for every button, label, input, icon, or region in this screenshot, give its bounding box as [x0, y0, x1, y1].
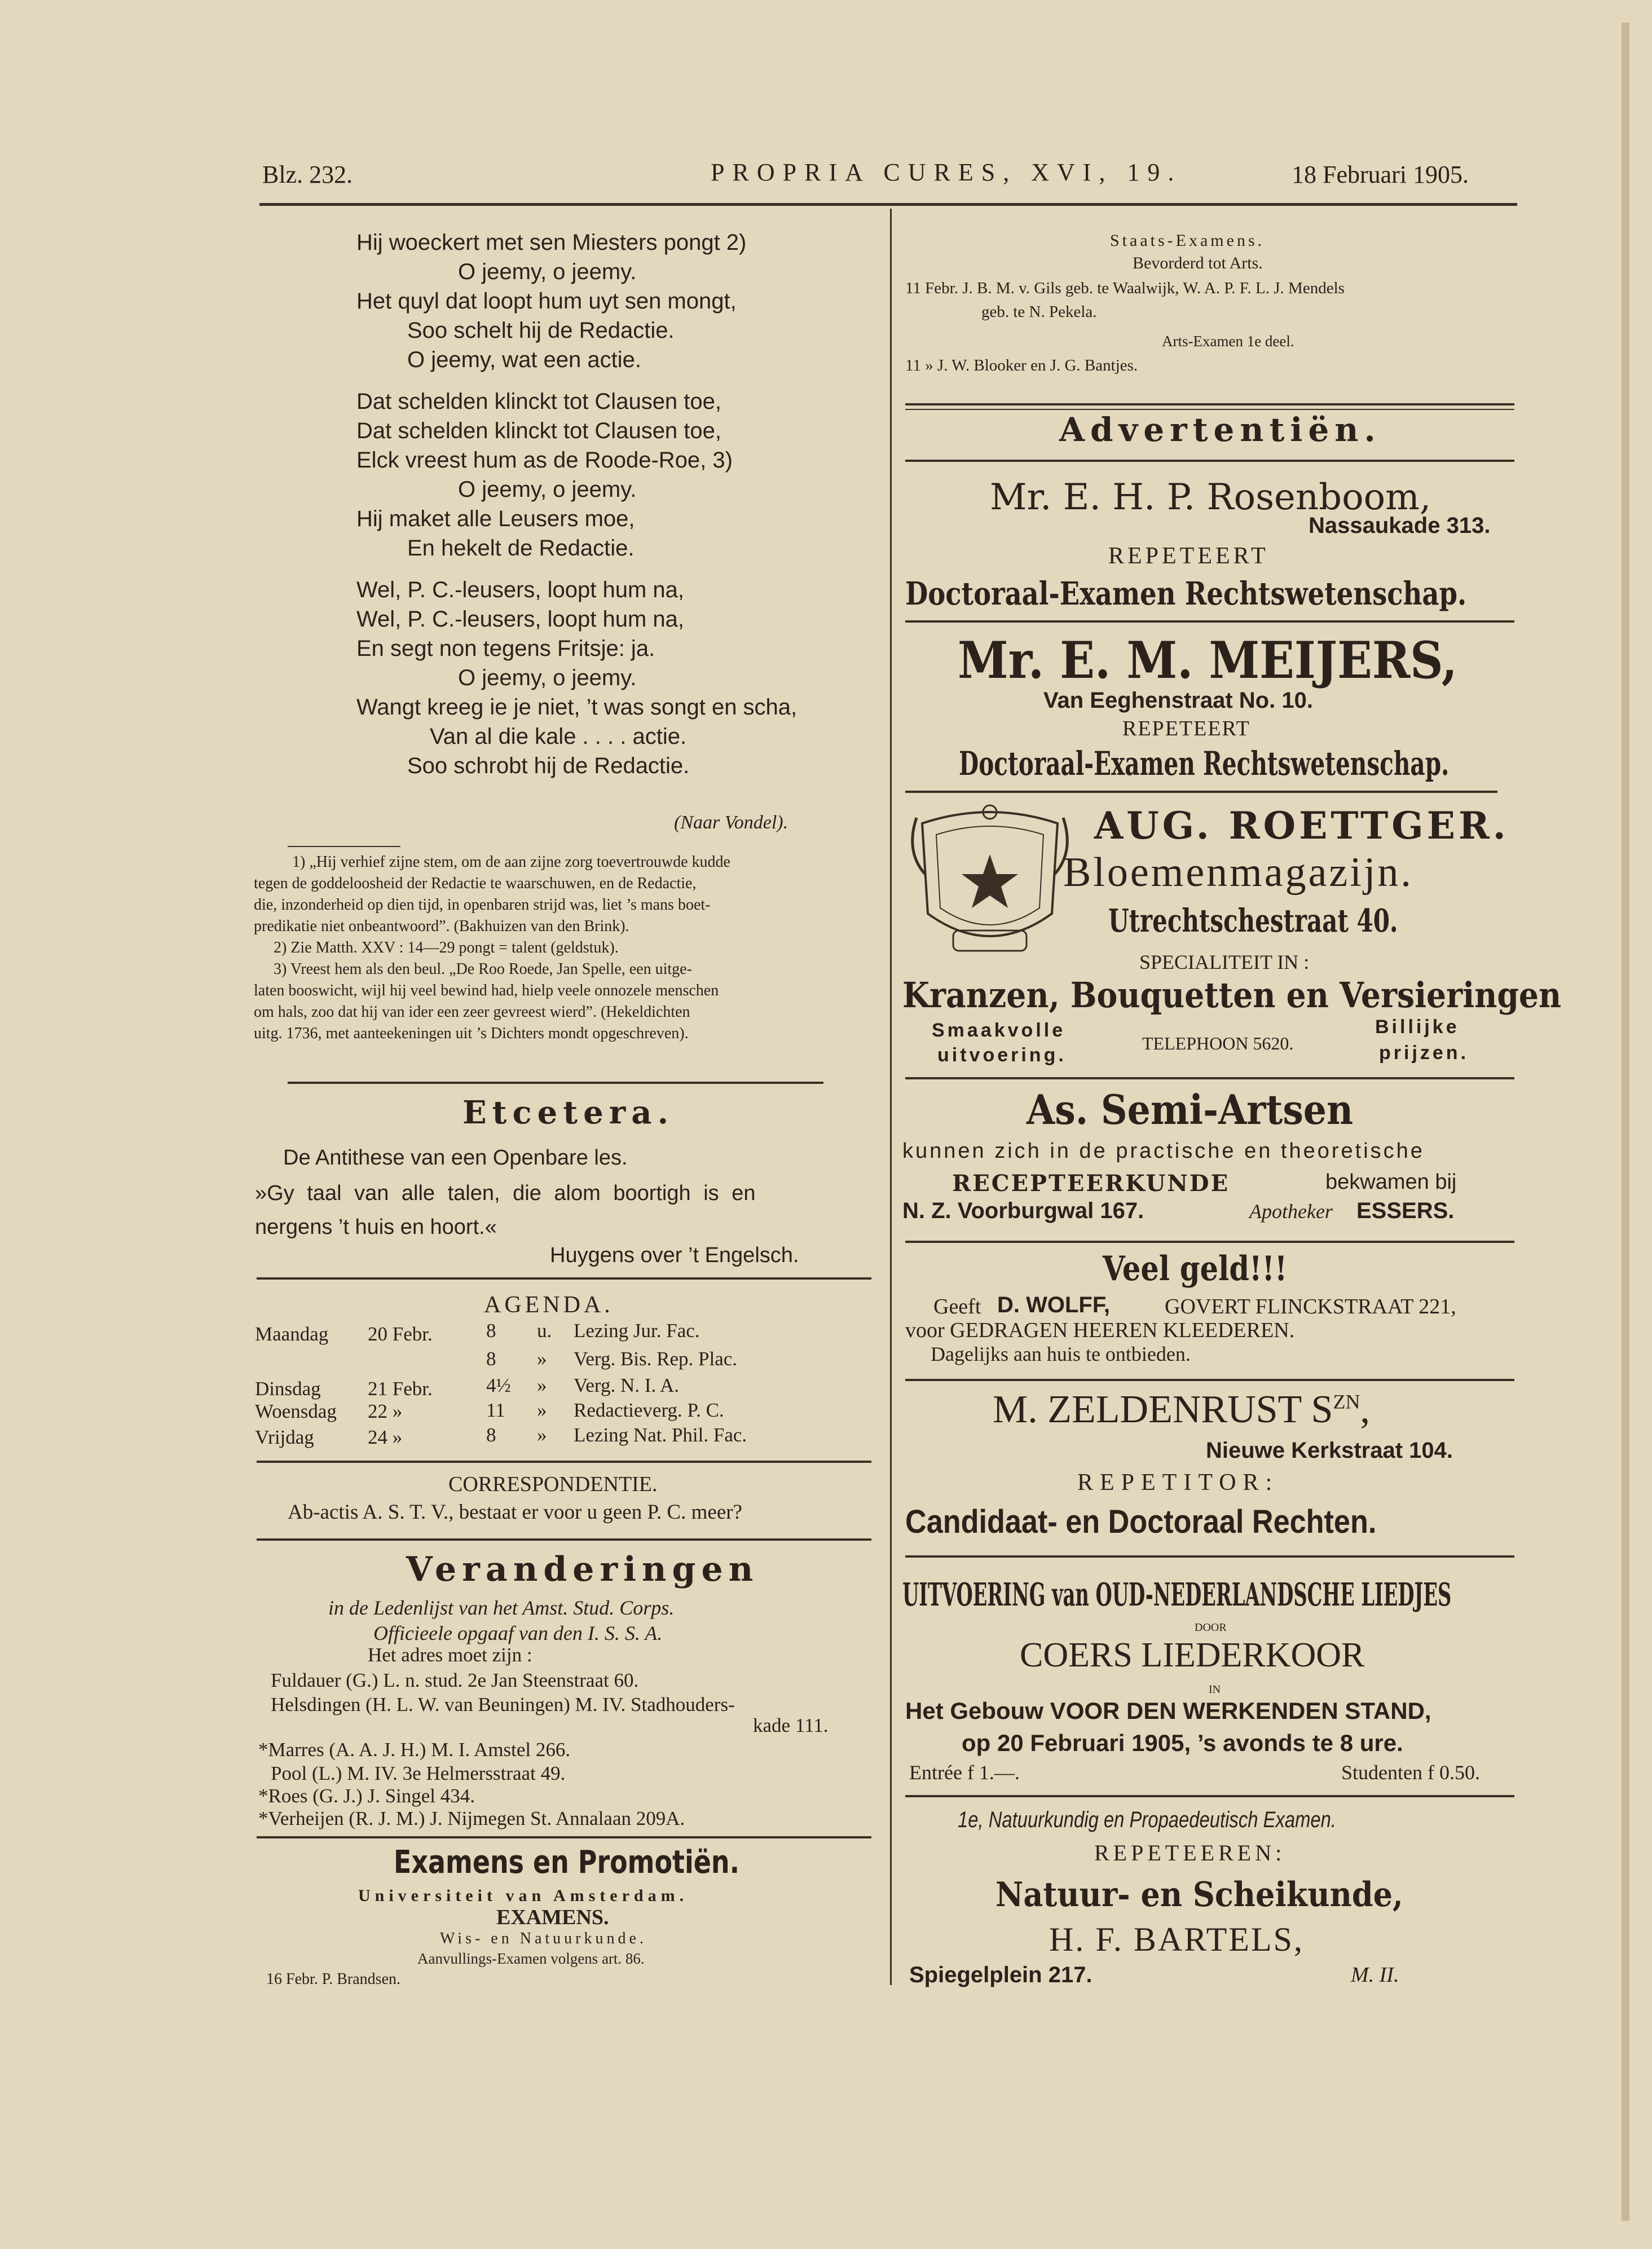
agenda-table — [255, 1320, 887, 1449]
ads-rule — [905, 1379, 1514, 1381]
roettger-left: Smaakvolle — [932, 1020, 1066, 1041]
member-entry: kade 111. — [753, 1714, 829, 1736]
roettger-logo-emblem — [905, 801, 1074, 970]
meijers-name: Mr. E. M. MEIJERS, — [958, 630, 1457, 690]
zeldenrust-name-sup: ZN — [1333, 1390, 1360, 1413]
correspondentie-text: Ab-actis A. S. T. V., bestaat er voor u geen P. C. meer? — [288, 1501, 742, 1524]
poem-line: Dat schelden klinckt tot Clausen toe, — [356, 389, 722, 414]
poem-line: Van al die kale . . . . actie. — [430, 724, 687, 749]
agenda-mark: u. — [537, 1320, 552, 1342]
ads-rule — [905, 409, 1514, 410]
poem-line: Dat schelden klinckt tot Clausen toe, — [356, 418, 722, 443]
agenda-day: Dinsdag — [255, 1378, 321, 1400]
etcetera-quote-line: »Gy taal van alle talen, die alom boortigh is en — [255, 1181, 756, 1205]
agenda-event: Verg. Bis. Rep. Plac. — [574, 1348, 738, 1370]
agenda-event: Lezing Nat. Phil. Fac. — [574, 1424, 747, 1446]
page-edge — [1622, 23, 1629, 2221]
poem — [356, 228, 864, 780]
veranderingen-subtitle: in de Ledenlijst van het Amst. Stud. Corps. — [328, 1597, 675, 1619]
zeldenrust-subject: Candidaat- en Doctoraal Rechten. — [905, 1503, 1377, 1540]
bartels-mark: M. II. — [1351, 1963, 1399, 1987]
coers-when: op 20 Februari 1905, ’s avonds te 8 ure. — [962, 1730, 1403, 1756]
member-entry: Helsdingen (H. L. W. van Beuningen) M. IV. Stadhouders- — [271, 1694, 735, 1716]
bartels-name: H. F. BARTELS, — [1049, 1921, 1304, 1958]
bartels-repeteeren: REPETEEREN: — [1094, 1840, 1286, 1866]
staats-line: 11 Febr. J. B. M. v. Gils geb. te Waalwijk, W. A. P. F. L. J. Mendels — [905, 279, 1345, 297]
footnote-line: 3) Vreest hem als den beul. „De Roo Roede, Jan Spelle, een uitge- — [274, 960, 692, 978]
poem-line: Hij maket alle Leusers moe, — [356, 506, 635, 531]
footnote-line: die, inzonderheid op dien tijd, in openbaren strijd was, liet ’s mans boet- — [254, 896, 711, 914]
member-entry: *Marres (A. A. J. H.) M. I. Amstel 266. — [258, 1739, 571, 1761]
footnote-line: tegen de goddeloosheid der Redactie te waarschuwen, en de Redactie, — [254, 875, 697, 892]
zeldenrust-name — [993, 1387, 1370, 1432]
essers-line: kunnen zich in de practische en theoretische — [902, 1139, 1425, 1163]
footnote-line: uitg. 1736, met aanteekeningen uit ’s Dichters mondt opgeschreven). — [254, 1025, 689, 1042]
wolff-line: voor GEDRAGEN HEEREN KLEEDEREN. — [905, 1318, 1295, 1342]
agenda-date: 21 Febr. — [368, 1378, 433, 1400]
wolff-line: GOVERT FLINCKSTRAAT 221, — [1165, 1295, 1456, 1318]
rosenboom-name: Mr. E. H. P. Rosenboom, — [990, 477, 1431, 518]
footnote-line: 1) „Hij verhief zijne stem, om de aan zijne zorg toevertrouwde kudde — [292, 853, 730, 871]
agenda-event: Lezing Jur. Fac. — [574, 1320, 700, 1342]
agenda-time: 4½ — [486, 1374, 511, 1396]
poem-line: Wel, P. C.-leusers, loopt hum na, — [356, 607, 685, 632]
poem-line: O jeemy, wat een actie. — [407, 347, 641, 372]
poem-line: En segt non tegens Fritsje: ja. — [356, 636, 655, 661]
essers-address: N. Z. Voorburgwal 167. — [902, 1198, 1144, 1223]
member-entry: Pool (L.) M. IV. 3e Helmersstraat 49. — [271, 1762, 566, 1784]
bartels-subject: Natuur- en Scheikunde, — [995, 1875, 1403, 1915]
poem-line: Soo schelt hij de Redactie. — [407, 318, 675, 343]
agenda-mark: » — [537, 1348, 547, 1370]
masthead-title: PROPRIA CURES, XVI, 19. — [711, 158, 1182, 186]
meijers-subject: Doctoraal-Examen Rechtswetenschap. — [959, 744, 1450, 783]
zeldenrust-address: Nieuwe Kerkstraat 104. — [1206, 1438, 1453, 1463]
coers-door: DOOR — [1195, 1621, 1227, 1634]
footnotes — [254, 852, 880, 1044]
agenda-title: AGENDA. — [484, 1292, 614, 1318]
agenda-time: 11 — [486, 1399, 505, 1421]
rosenboom-repeteert: REPETEERT — [1108, 543, 1269, 569]
roettger-right: prijzen. — [1379, 1042, 1469, 1064]
roettger-shop: Bloemenmagazijn. — [1063, 849, 1413, 896]
section-rule — [257, 1277, 871, 1280]
veranderingen-intro: Het adres moet zijn : — [368, 1644, 532, 1666]
wolff-line: Dagelijks aan huis te ontbieden. — [931, 1343, 1191, 1365]
ads-rule — [905, 460, 1514, 462]
wolff-name: D. WOLFF, — [997, 1293, 1110, 1317]
staats-line: geb. te N. Pekela. — [981, 303, 1097, 321]
essers-name: ESSERS. — [1356, 1198, 1455, 1223]
meijers-repeteert: REPETEERT — [1122, 717, 1250, 740]
zeldenrust-name-text: M. ZELDENRUST S — [993, 1388, 1333, 1431]
poem-line: Wel, P. C.-leusers, loopt hum na, — [356, 577, 685, 602]
essers-title: As. Semi-Artsen — [1027, 1086, 1354, 1134]
footnote-2: 2) Zie Matth. XXV : 14—29 pongt = talent (geldstuk). — [274, 939, 619, 956]
agenda-row — [255, 1374, 887, 1399]
bartels-title: 1e, Natuurkundig en Propaedeutisch Examen. — [958, 1807, 1337, 1832]
agenda-day: Vrijdag — [255, 1426, 314, 1448]
agenda-event: Verg. N. I. A. — [574, 1374, 679, 1396]
essers-bold: RECEPTEERKUNDE — [952, 1170, 1230, 1197]
essers-apotheker: Apotheker — [1249, 1200, 1333, 1223]
agenda-row — [255, 1399, 887, 1424]
essers-line: bekwamen bij — [1325, 1170, 1457, 1194]
examens-title: Examens en Promotiën. — [394, 1844, 740, 1881]
staats-subtitle: Bevorderd tot Arts. — [1133, 254, 1263, 272]
roettger-right: Billijke — [1375, 1016, 1460, 1038]
section-rule — [257, 1538, 871, 1541]
agenda-mark: » — [537, 1399, 547, 1421]
poem-line: Het quyl dat loopt hum uyt sen mongt, — [356, 289, 737, 314]
issue-date: 18 Februari 1905. — [1292, 161, 1469, 188]
poem-line: O jeemy, o jeemy. — [458, 259, 637, 284]
poem-line: Soo schrobt hij de Redactie. — [407, 753, 690, 778]
examens-faculty: Wis- en Natuurkunde. — [440, 1930, 647, 1947]
agenda-day: Woensdag — [255, 1400, 337, 1422]
coers-entree: Entrée f 1.—. — [909, 1761, 1020, 1784]
agenda-mark: » — [537, 1374, 547, 1396]
wolff-line: Geeft — [933, 1295, 981, 1318]
footnote-line: om hals, zoo dat hij van ider een zeer gevreest wierd”. (Hekeldichten — [254, 1003, 690, 1021]
ads-rule — [905, 403, 1514, 405]
ads-rule — [905, 1795, 1514, 1797]
correspondentie-title: CORRESPONDENTIE. — [448, 1472, 658, 1496]
agenda-day: Maandag — [255, 1323, 329, 1345]
roettger-goods: Kranzen, Bouquetten en Versieringen — [902, 974, 1562, 1016]
header-rule — [259, 203, 1517, 206]
roettger-left: uitvoering. — [937, 1044, 1067, 1066]
etcetera-quote-line: nergens ’t huis en hoort.« — [255, 1215, 497, 1239]
rosenboom-subject: Doctoraal-Examen Rechtswetenschap. — [905, 575, 1467, 612]
veranderingen-subtitle: Officieele opgaaf van den I. S. S. A. — [373, 1622, 663, 1644]
agenda-row — [255, 1348, 887, 1374]
agenda-row — [255, 1424, 887, 1449]
ads-rule — [905, 1555, 1514, 1558]
agenda-mark: » — [537, 1424, 547, 1446]
poem-line: Elck vreest hum as de Roode-Roe, 3) — [356, 448, 733, 473]
etcetera-subtitle: De Antithese van een Openbare les. — [283, 1146, 628, 1170]
footnote-3 — [254, 959, 880, 1044]
poem-line: En hekelt de Redactie. — [407, 536, 635, 561]
section-rule — [288, 1082, 823, 1084]
poem-line: Hij woeckert met sen Miesters pongt 2) — [356, 230, 747, 255]
staats-subtitle: Arts-Examen 1e deel. — [1162, 333, 1294, 350]
staats-title: Staats-Examens. — [1110, 231, 1265, 250]
member-entry: *Verheijen (R. J. M.) J. Nijmegen St. Annalaan 209A. — [258, 1807, 685, 1829]
agenda-date: 20 Febr. — [368, 1323, 433, 1345]
poem-line: O jeemy, o jeemy. — [458, 665, 637, 690]
poem-attribution: (Naar Vondel). — [674, 812, 788, 833]
roettger-address: Utrechtschestraat 40. — [1108, 902, 1398, 940]
rosenboom-address: Nassaukade 313. — [1309, 513, 1491, 538]
bartels-address: Spiegelplein 217. — [909, 1963, 1092, 1987]
coers-venue: Het Gebouw VOOR DEN WERKENDEN STAND, — [905, 1697, 1431, 1724]
examens-university: Universiteit van Amsterdam. — [358, 1886, 689, 1905]
agenda-row — [255, 1320, 887, 1348]
poem-line: Wangt kreeg ie je niet, ’t was songt en scha, — [356, 695, 798, 720]
etcetera-attribution: Huygens over ’t Engelsch. — [550, 1243, 799, 1267]
advertentien-title: Advertentiën. — [1059, 411, 1381, 449]
etcetera-title: Etcetera. — [462, 1094, 675, 1131]
agenda-time: 8 — [486, 1320, 496, 1342]
roettger-name: AUG. ROETTGER. — [1094, 804, 1509, 848]
footnote-1 — [254, 852, 880, 937]
wolff-title: Veel geld!!! — [1103, 1249, 1288, 1289]
ads-rule — [905, 620, 1514, 623]
ads-rule — [905, 791, 1497, 793]
ads-rule — [905, 1241, 1514, 1243]
examens-subtitle: EXAMENS. — [496, 1906, 609, 1929]
member-entry: Fuldauer (G.) L. n. stud. 2e Jan Steenstraat 60. — [271, 1669, 639, 1691]
footnote-line: predikatie niet onbeantwoord”. (Bakhuizen van den Brink). — [254, 918, 629, 935]
agenda-time: 8 — [486, 1348, 496, 1370]
page-number: Blz. 232. — [262, 161, 353, 188]
poem-line: O jeemy, o jeemy. — [458, 477, 637, 502]
meijers-address: Van Eeghenstraat No. 10. — [1043, 688, 1313, 713]
agenda-event: Redactieverg. P. C. — [574, 1399, 724, 1421]
ads-rule — [905, 1077, 1514, 1079]
veranderingen-title: Veranderingen — [406, 1550, 759, 1589]
examens-type: Aanvullings-Examen volgens art. 86. — [417, 1950, 645, 1967]
staats-line: 11 » J. W. Blooker en J. G. Bantjes. — [905, 356, 1138, 374]
coers-in: IN — [1209, 1683, 1221, 1696]
footnote-line: laten booswicht, wijl hij veel bewind had, hielp veele onnozele menschen — [254, 982, 719, 999]
roettger-phone: TELEPHOON 5620. — [1142, 1033, 1294, 1053]
section-rule — [257, 1461, 871, 1463]
examens-entry: 16 Febr. P. Brandsen. — [266, 1970, 400, 1988]
footnote-rule — [288, 846, 400, 847]
coers-name: COERS LIEDERKOOR — [1020, 1636, 1365, 1674]
agenda-time: 8 — [486, 1424, 496, 1446]
coers-title: UITVOERING van OUD-NEDERLANDSCHE LIEDJES — [902, 1576, 1452, 1613]
agenda-date: 24 » — [368, 1426, 403, 1448]
coers-studenten: Studenten f 0.50. — [1341, 1761, 1480, 1784]
roettger-special: SPECIALITEIT IN : — [1139, 951, 1310, 973]
section-rule — [257, 1836, 871, 1838]
column-divider — [890, 209, 892, 1985]
member-entry: *Roes (G. J.) J. Singel 434. — [258, 1785, 475, 1807]
zeldenrust-name-comma: , — [1360, 1388, 1370, 1431]
zeldenrust-repetitor: REPETITOR: — [1077, 1470, 1279, 1496]
agenda-date: 22 » — [368, 1400, 403, 1422]
